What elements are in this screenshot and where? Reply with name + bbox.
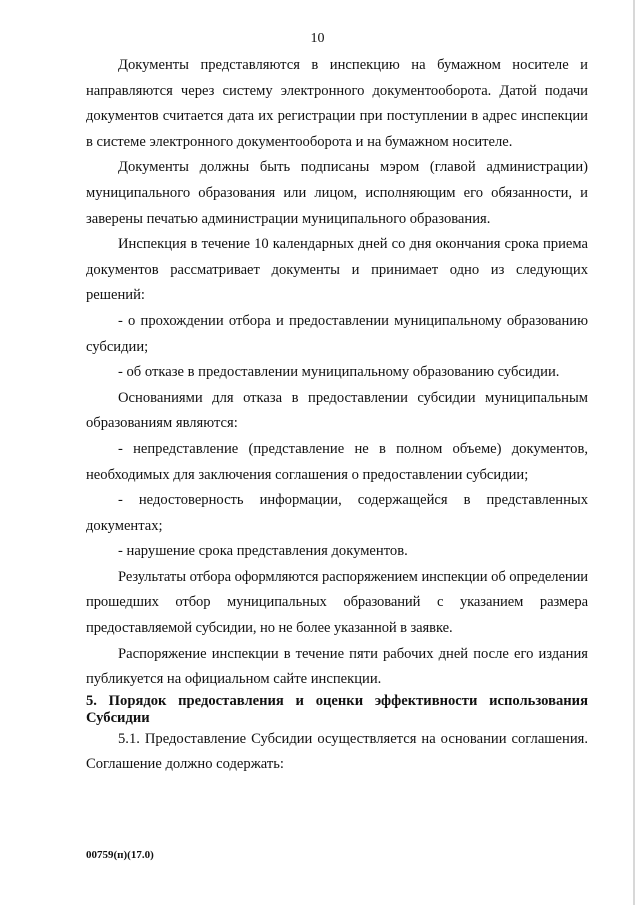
paragraph-selection-results: Результаты отбора оформляются распоряжением инспекции об определении прошедших отбор муниципальных образований с указанием размера предоставляемой субсидии, но не более указанной в заявке. — [86, 568, 588, 637]
list-item-unreliable-information: - недостоверность информации, содержащейся в представленных документах; — [86, 492, 588, 534]
list-item-incomplete-documents: - непредставление (представление не в полном объеме) документов, необходимых для заключения соглашения о предоставлении субсидии; — [86, 440, 588, 483]
paragraph-publication: Распоряжение инспекции в течение пяти рабочих дней после его издания публикуется на официальном сайте инспекции. — [86, 645, 588, 688]
paragraph-submission: Документы представляются в инспекцию на бумажном носителе и направляются через систему электронного документооборота. Датой подачи документов считается дата их регистрации при поступлении в адрес инспекции в системе электронного документооборота и на бумажном носителе. — [86, 57, 588, 150]
page-number: 10 — [310, 31, 325, 46]
paragraph-review: Инспекция в течение 10 календарных дней со дня окончания срока приема документов рассматривает документы и принимает одно из следующих решений: — [86, 236, 588, 304]
document-code: 00759(п)(17.0) — [86, 849, 154, 861]
list-item-approval: - о прохождении отбора и предоставлении муниципальному образованию субсидии; — [86, 312, 588, 355]
paragraph-refusal-grounds: Основаниями для отказа в предоставлении субсидии муниципальным образованиям являются: — [86, 389, 588, 432]
section-heading: 5. Порядок предоставления и оценки эффективности использования Субсидии — [86, 692, 588, 726]
list-item-refusal: - об отказе в предоставлении муниципальному образованию субсидии. — [118, 364, 560, 381]
paragraph-section-5-1: 5.1. Предоставление Субсидии осуществляется на основании соглашения. Соглашение должно содержать: — [86, 730, 588, 773]
paragraph-signature: Документы должны быть подписаны мэром (главой администрации) муниципального образования или лицом, исполняющим его обязанности, и заверены печатью администрации муниципального образования. — [86, 159, 588, 227]
document-body — [86, 53, 588, 778]
list-item-deadline-violation: - нарушение срока представления документов. — [118, 543, 408, 560]
